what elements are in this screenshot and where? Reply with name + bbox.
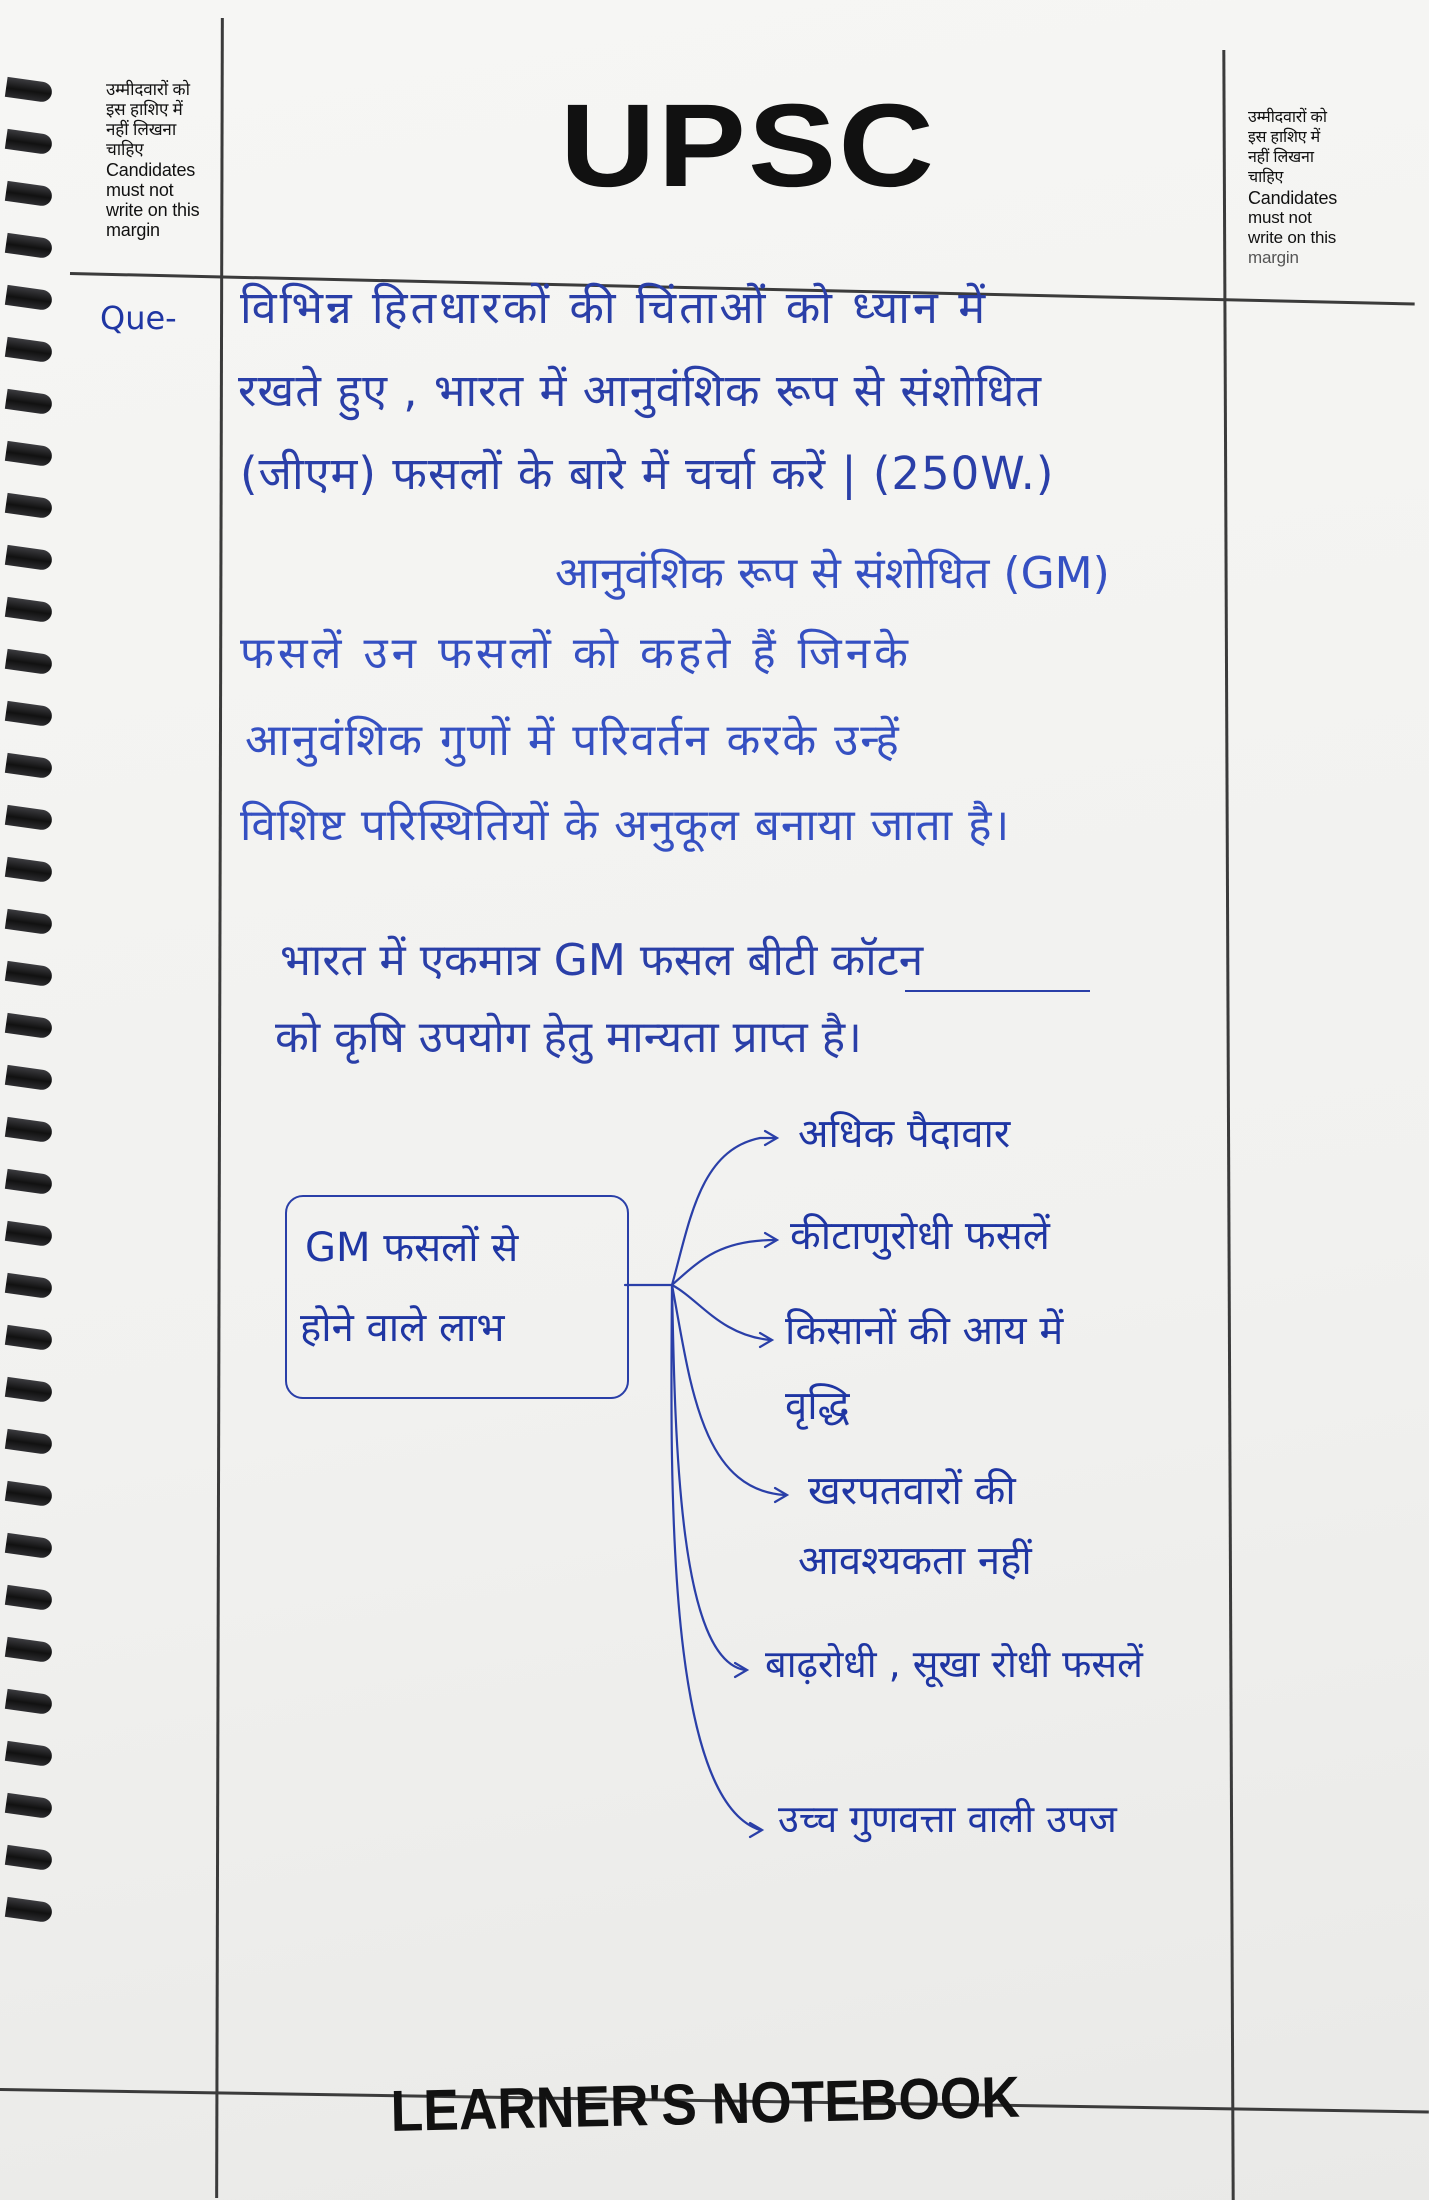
- mindmap-branch-1: अधिक पैदावार: [798, 1111, 1011, 1157]
- question-label: Que-: [100, 299, 177, 337]
- left-margin-instruction: उम्मीदवारों को इस हाशिए में नहीं लिखना चाहिए Candidates must not write on this margin: [106, 80, 200, 240]
- page-title: UPSC: [560, 80, 937, 212]
- mindmap-branch-6: उच्च गुणवत्ता वाली उपज: [778, 1797, 1117, 1841]
- notebook-brand: LEARNER'S NOTEBOOK: [390, 2064, 1021, 2144]
- mindmap-branch-5: बाढ़रोधी , सूखा रोधी फसलें: [765, 1642, 1143, 1686]
- question-line-1: विभिन्न हितधारकों की चिंताओं को ध्यान में: [240, 281, 989, 334]
- btcotton-line-2: को कृषि उपयोग हेतु मान्यता प्राप्त है।: [275, 1012, 862, 1063]
- answer-line-2: फसलें उन फसलों को कहते हैं जिनके: [240, 628, 912, 679]
- btcotton-line-1: भारत में एकमात्र GM फसल बीटी कॉटन: [280, 935, 924, 986]
- answer-line-3: आनुवंशिक गुणों में परिवर्तन करके उन्हें: [245, 715, 901, 766]
- mindmap-branch-2: कीटाणुरोधी फसलें: [790, 1213, 1050, 1259]
- mindmap-center-line-1: GM फसलों से: [305, 1225, 519, 1271]
- right-margin-instruction: उम्मीदवारों को इस हाशिए में नहीं लिखना चाहिए Candidates must not write on this margin: [1248, 109, 1338, 267]
- mindmap-center-line-2: होने वाले लाभ: [300, 1305, 505, 1351]
- mindmap-branch-4-line-1: खरपतवारों की: [808, 1468, 1016, 1514]
- mindmap-branch-4-line-2: आवश्यकता नहीं: [798, 1538, 1032, 1584]
- answer-line-4: विशिष्ट परिस्थितियों के अनुकूल बनाया जाता है।: [240, 800, 1011, 851]
- question-line-2: रखते हुए , भारत में आनुवंशिक रूप से संशोधित: [238, 364, 1043, 417]
- mindmap-branch-3-line-2: वृद्धि: [785, 1383, 850, 1429]
- mindmap-branch-3-line-1: किसानों की आय में: [785, 1308, 1064, 1354]
- question-line-3: (जीएम) फसलों के बारे में चर्चा करें | (250W.): [240, 447, 1055, 500]
- answer-line-1: आनुवंशिक रूप से संशोधित (GM): [555, 548, 1110, 599]
